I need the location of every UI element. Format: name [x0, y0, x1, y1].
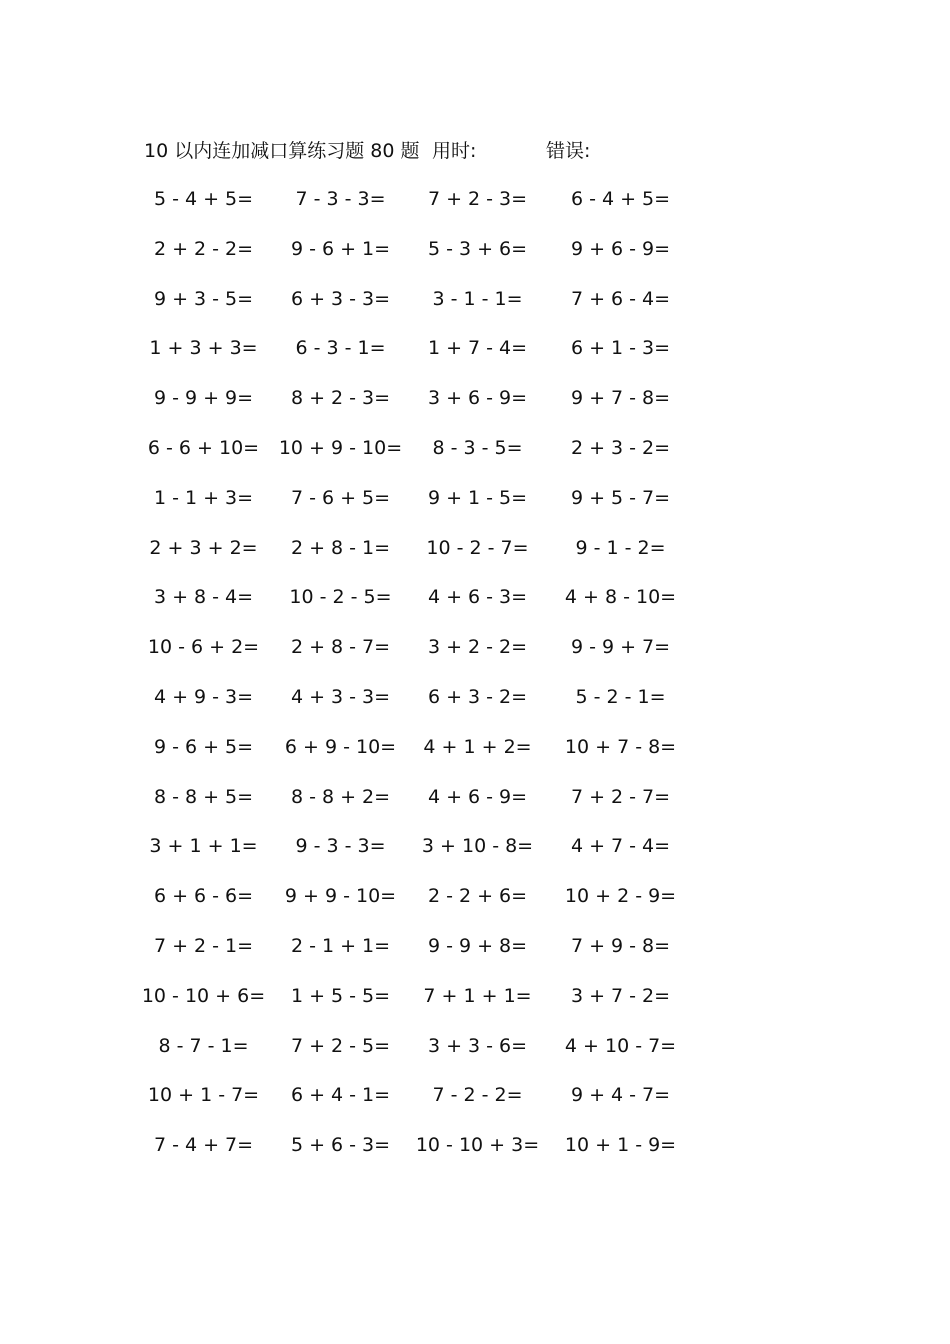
arithmetic-problem: 7 + 2 - 5=	[290, 1034, 391, 1057]
arithmetic-problem: 9 + 6 - 9=	[570, 237, 671, 260]
arithmetic-problem: 3 + 10 - 8=	[421, 835, 534, 858]
arithmetic-problem: 7 - 3 - 3=	[295, 188, 386, 210]
arithmetic-problem: 4 + 10 - 7=	[564, 1034, 677, 1057]
problem-row	[0, 383, 950, 433]
arithmetic-problem: 6 - 3 - 1=	[295, 337, 386, 360]
problem-row	[0, 981, 950, 1031]
arithmetic-problem: 6 + 3 - 2=	[427, 685, 528, 708]
problem-grid	[0, 184, 950, 1180]
arithmetic-problem: 10 - 10 + 6=	[141, 984, 266, 1007]
arithmetic-problem: 7 - 4 + 7=	[153, 1134, 254, 1157]
problem-row	[0, 1080, 950, 1130]
problem-row	[0, 533, 950, 583]
arithmetic-problem: 10 + 1 - 9=	[564, 1134, 677, 1157]
worksheet-header	[144, 136, 844, 166]
arithmetic-problem: 9 + 3 - 5=	[153, 287, 254, 310]
arithmetic-problem: 7 + 6 - 4=	[570, 287, 671, 310]
arithmetic-problem: 1 - 1 + 3=	[153, 486, 254, 509]
arithmetic-problem: 9 + 1 - 5=	[427, 486, 528, 509]
problem-row	[0, 632, 950, 682]
arithmetic-problem: 4 + 9 - 3=	[153, 685, 254, 708]
arithmetic-problem: 4 + 7 - 4=	[570, 835, 671, 858]
arithmetic-problem: 7 + 2 - 1=	[153, 934, 254, 957]
problem-row	[0, 333, 950, 383]
arithmetic-problem: 10 + 2 - 9=	[564, 885, 677, 908]
arithmetic-problem: 7 + 9 - 8=	[570, 934, 671, 957]
problem-row	[0, 682, 950, 732]
arithmetic-problem: 6 + 3 - 3=	[290, 287, 391, 310]
arithmetic-problem: 6 + 9 - 10=	[284, 735, 397, 758]
arithmetic-problem: 10 - 2 - 5=	[289, 586, 392, 609]
arithmetic-problem: 3 + 8 - 4=	[153, 586, 254, 609]
arithmetic-problem: 6 - 4 + 5=	[570, 188, 671, 210]
problem-row	[0, 1130, 950, 1180]
arithmetic-problem: 2 + 3 + 2=	[149, 536, 258, 559]
arithmetic-problem: 9 + 9 - 10=	[284, 885, 397, 908]
arithmetic-problem: 4 + 6 - 9=	[427, 785, 528, 808]
arithmetic-problem: 9 - 6 + 1=	[290, 237, 391, 260]
problem-row	[0, 881, 950, 931]
arithmetic-problem: 7 + 2 - 3=	[427, 188, 528, 210]
problem-row	[0, 782, 950, 832]
arithmetic-problem: 10 + 1 - 7=	[147, 1084, 260, 1107]
problem-row	[0, 234, 950, 284]
arithmetic-problem: 9 + 7 - 8=	[570, 387, 671, 410]
problem-row	[0, 184, 950, 234]
time-label: 用时:	[432, 140, 477, 162]
arithmetic-problem: 10 - 10 + 3=	[415, 1134, 540, 1157]
arithmetic-problem: 9 - 9 + 9=	[153, 387, 254, 410]
arithmetic-problem: 4 + 1 + 2=	[423, 735, 532, 758]
arithmetic-problem: 8 - 8 + 2=	[290, 785, 391, 808]
arithmetic-problem: 7 - 2 - 2=	[432, 1084, 523, 1107]
worksheet-title: 10 以内连加减口算练习题 80 题	[144, 140, 420, 162]
arithmetic-problem: 3 + 7 - 2=	[570, 984, 671, 1007]
arithmetic-problem: 10 - 6 + 2=	[147, 636, 260, 659]
arithmetic-problem: 2 - 2 + 6=	[427, 885, 528, 908]
arithmetic-problem: 10 + 7 - 8=	[564, 735, 677, 758]
arithmetic-problem: 6 + 6 - 6=	[153, 885, 254, 908]
arithmetic-problem: 2 + 8 - 1=	[290, 536, 391, 559]
arithmetic-problem: 1 + 7 - 4=	[427, 337, 528, 360]
problem-row	[0, 582, 950, 632]
arithmetic-problem: 8 - 7 - 1=	[158, 1034, 249, 1057]
arithmetic-problem: 2 + 3 - 2=	[570, 436, 671, 459]
arithmetic-problem: 7 + 2 - 7=	[570, 785, 671, 808]
arithmetic-problem: 3 + 3 - 6=	[427, 1034, 528, 1057]
arithmetic-problem: 5 - 2 - 1=	[575, 685, 666, 708]
arithmetic-problem: 4 + 6 - 3=	[427, 586, 528, 609]
arithmetic-problem: 6 + 4 - 1=	[290, 1084, 391, 1107]
arithmetic-problem: 7 + 1 + 1=	[423, 984, 532, 1007]
problem-row	[0, 483, 950, 533]
arithmetic-problem: 3 - 1 - 1=	[432, 287, 523, 310]
problem-row	[0, 732, 950, 782]
arithmetic-problem: 10 - 2 - 7=	[426, 536, 529, 559]
arithmetic-problem: 1 + 3 + 3=	[149, 337, 258, 360]
arithmetic-problem: 3 + 1 + 1=	[149, 835, 258, 858]
error-label: 错误:	[546, 140, 591, 162]
arithmetic-problem: 6 - 6 + 10=	[147, 436, 260, 459]
arithmetic-problem: 5 - 3 + 6=	[427, 237, 528, 260]
arithmetic-problem: 8 + 2 - 3=	[290, 387, 391, 410]
problem-row	[0, 284, 950, 334]
problem-row	[0, 1031, 950, 1081]
arithmetic-problem: 4 + 8 - 10=	[564, 586, 677, 609]
arithmetic-problem: 5 - 4 + 5=	[153, 188, 254, 210]
arithmetic-problem: 3 + 6 - 9=	[427, 387, 528, 410]
arithmetic-problem: 9 - 6 + 5=	[153, 735, 254, 758]
problem-row	[0, 931, 950, 981]
arithmetic-problem: 2 - 1 + 1=	[290, 934, 391, 957]
arithmetic-problem: 9 - 3 - 3=	[295, 835, 386, 858]
arithmetic-problem: 2 + 8 - 7=	[290, 636, 391, 659]
arithmetic-problem: 9 + 5 - 7=	[570, 486, 671, 509]
arithmetic-problem: 4 + 3 - 3=	[290, 685, 391, 708]
problem-row	[0, 831, 950, 881]
arithmetic-problem: 10 + 9 - 10=	[278, 436, 403, 459]
problem-row	[0, 433, 950, 483]
arithmetic-problem: 9 + 4 - 7=	[570, 1084, 671, 1107]
arithmetic-problem: 6 + 1 - 3=	[570, 337, 671, 360]
arithmetic-problem: 7 - 6 + 5=	[290, 486, 391, 509]
arithmetic-problem: 9 - 9 + 8=	[427, 934, 528, 957]
arithmetic-problem: 2 + 2 - 2=	[153, 237, 254, 260]
arithmetic-problem: 3 + 2 - 2=	[427, 636, 528, 659]
arithmetic-problem: 8 - 3 - 5=	[432, 436, 523, 459]
arithmetic-problem: 8 - 8 + 5=	[153, 785, 254, 808]
arithmetic-problem: 1 + 5 - 5=	[290, 984, 391, 1007]
arithmetic-problem: 9 - 1 - 2=	[575, 536, 666, 559]
arithmetic-problem: 9 - 9 + 7=	[570, 636, 671, 659]
arithmetic-problem: 5 + 6 - 3=	[290, 1134, 391, 1157]
